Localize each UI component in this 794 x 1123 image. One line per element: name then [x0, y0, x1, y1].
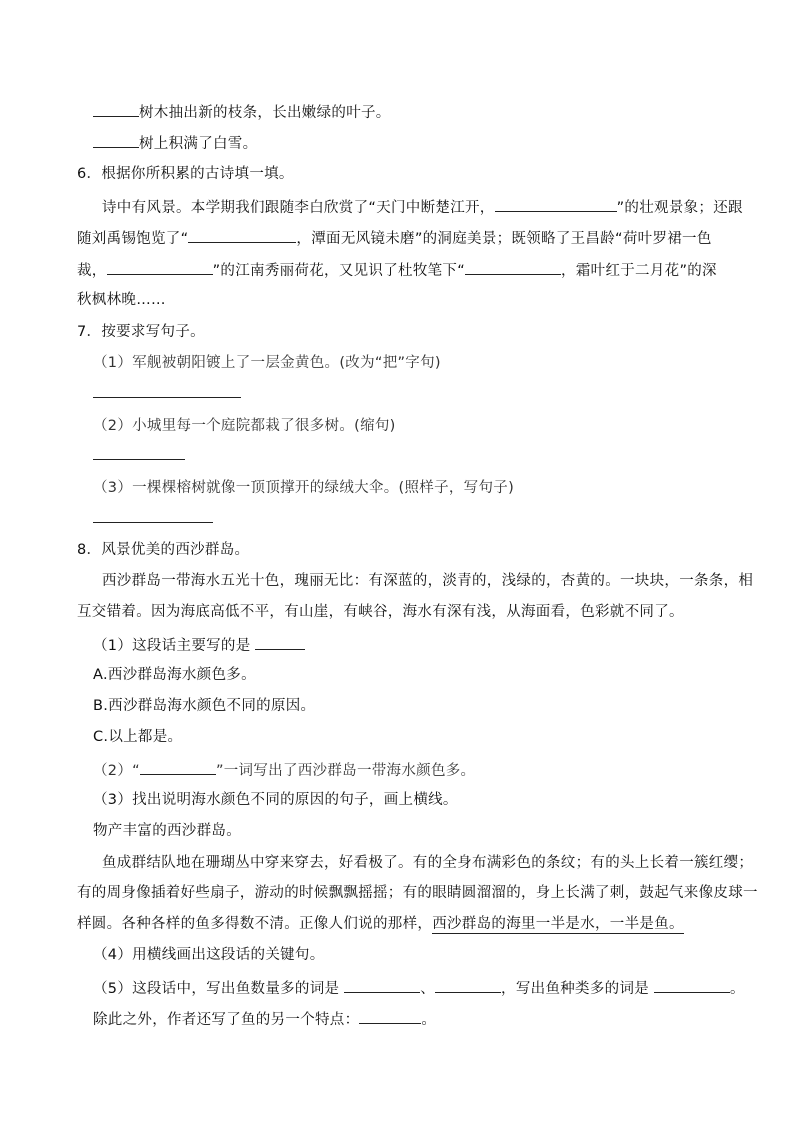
- answer-blank[interactable]: [344, 978, 420, 993]
- text: 。: [421, 1012, 437, 1028]
- q6-line-4: 秋枫林晚……: [77, 292, 166, 308]
- q8-passage-1-line-2: 互交错着。因为海底高低不平，有山崖，有峡谷，海水有深有浅，从海面看，色彩就不同了。: [77, 604, 684, 620]
- option-c[interactable]: C.以上都是。: [93, 729, 183, 745]
- text: 裁，: [77, 263, 107, 279]
- text: （5）这段话中，写出鱼数量多的词是: [93, 981, 345, 997]
- q8-passage-2-line-3: [77, 915, 684, 933]
- text: ，写出鱼种类多的词是: [501, 981, 654, 997]
- answer-blank[interactable]: [359, 1009, 421, 1024]
- line-trees-sprout: [93, 102, 391, 122]
- q8-passage-2-line-1: 鱼成群结队地在珊瑚丛中穿来穿去，好看极了。有的全身布满彩色的条纹；有的头上长着一簇红缨；: [102, 855, 754, 871]
- text: （1）这段话主要写的是: [93, 638, 256, 654]
- answer-blank[interactable]: [654, 978, 730, 993]
- line-trees-snow: [93, 133, 257, 153]
- answer-line[interactable]: [93, 397, 241, 398]
- q8-item-5: [93, 978, 745, 998]
- question-7-title: 7．按要求写句子。: [77, 324, 205, 340]
- answer-blank[interactable]: [255, 635, 305, 650]
- text: ”一词写出了西沙群岛一带海水颜色多。: [215, 763, 476, 779]
- text: ，潭面无风镜未磨”的洞庭美景；既领略了王昌龄“荷叶罗裙一色: [296, 231, 712, 247]
- text: 随刘禹锡饱览了“: [77, 231, 189, 247]
- answer-line[interactable]: [93, 459, 185, 460]
- q8-item-1: [93, 635, 305, 655]
- q7-item-3: （3）一棵棵榕树就像一顶顶撑开的绿绒大伞。(照样子，写句子): [93, 480, 515, 496]
- q8-passage-1-line-1: 西沙群岛一带海水五光十色，瑰丽无比：有深蓝的，淡青的，浅绿的，杏黄的。一块块，一条条，相: [102, 573, 754, 589]
- text: ，霜叶红于二月花”的深: [561, 263, 717, 279]
- answer-blank[interactable]: [465, 260, 561, 275]
- question-6-title: 6．根据你所积累的古诗填一填。: [77, 166, 294, 182]
- q7-item-2: （2）小城里每一个庭院都栽了很多树。(缩句): [93, 418, 396, 434]
- option-b[interactable]: B.西沙群岛海水颜色不同的原因。: [93, 698, 316, 714]
- text: 树上积满了白雪。: [139, 136, 258, 152]
- answer-blank[interactable]: [495, 197, 617, 212]
- underlined-key-sentence: 西沙群岛的海里一半是水，一半是鱼。: [432, 916, 684, 932]
- q6-line-2: [77, 228, 712, 248]
- text: （2）“: [93, 763, 140, 779]
- question-8-title: 8．风景优美的西沙群岛。: [77, 542, 250, 558]
- answer-line[interactable]: [93, 522, 213, 523]
- text: ”的壮观景象；还跟: [616, 200, 743, 216]
- text: 树木抽出新的枝条，长出嫩绿的叶子。: [139, 105, 391, 121]
- q8-subtitle: 物产丰富的西沙群岛。: [93, 823, 241, 839]
- answer-blank[interactable]: [188, 228, 296, 243]
- text: 样圆。各种各样的鱼多得数不清。正像人们说的那样，: [77, 916, 433, 932]
- q6-line-1: [102, 197, 743, 217]
- answer-blank[interactable]: [435, 978, 501, 993]
- text: 除此之外，作者还写了鱼的另一个特点：: [93, 1012, 360, 1028]
- q6-line-3: [77, 260, 717, 280]
- q8-passage-2-line-2: 有的周身像插着好些扇子，游动的时候飘飘摇摇；有的眼睛圆溜溜的，身上长满了刺，鼓起气来像皮球一: [77, 885, 758, 901]
- q8-item-3: （3）找出说明海水颜色不同的原因的句子，画上横线。: [93, 792, 458, 808]
- answer-blank[interactable]: [93, 133, 139, 148]
- text: 。: [729, 981, 745, 997]
- answer-blank[interactable]: [93, 102, 139, 117]
- option-a[interactable]: A.西沙群岛海水颜色多。: [93, 667, 256, 683]
- answer-blank[interactable]: [107, 260, 213, 275]
- text: 、: [420, 981, 436, 997]
- q7-item-1: （1）军舰被朝阳镀上了一层金黄色。(改为“把”字句): [93, 355, 441, 371]
- text: 诗中有风景。本学期我们跟随李白欣赏了“天门中断楚江开，: [102, 200, 495, 216]
- q8-item-4: （4）用横线画出这段话的关键句。: [93, 947, 325, 963]
- text: ”的江南秀丽荷花，又见识了杜牧笔下“: [212, 263, 466, 279]
- q8-item-6: [93, 1009, 436, 1029]
- q8-item-2: [93, 760, 475, 780]
- answer-blank[interactable]: [140, 760, 216, 775]
